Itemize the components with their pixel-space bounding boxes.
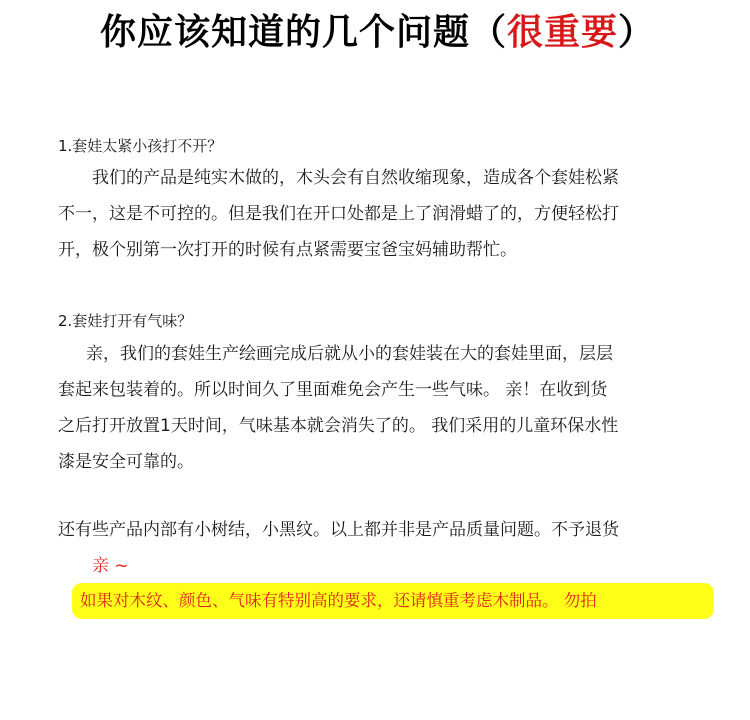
faq-answer-2-line-1: 亲，我们的套娃生产绘画完成后就从小的套娃装在大的套娃里面，层层 xyxy=(86,344,613,364)
dear-greeting: 亲 ~ xyxy=(92,556,129,576)
faq-answer-1-line-3: 开，极个别第一次打开的时候有点紧需要宝爸宝妈辅助帮忙。 xyxy=(58,240,517,260)
faq-answer-2-line-2: 套起来包装着的。所以时间久了里面难免会产生一些气味。 亲！在收到货 xyxy=(58,380,608,400)
faq-answer-1-line-2: 不一，这是不可控的。但是我们在开口处都是上了润滑蜡了的，方便轻松打 xyxy=(58,204,619,224)
faq-question-2: 2.套娃打开有气味？ xyxy=(58,312,193,330)
title-close: ） xyxy=(618,12,656,53)
quality-note: 还有些产品内部有小树结，小黑纹。以上都并非是产品质量问题。不予退货 xyxy=(58,520,619,540)
faq-question-1: 1.套娃太紧小孩打不开？ xyxy=(58,137,223,155)
faq-answer-2-line-3: 之后打开放置1天时间，气味基本就会消失了的。 我们采用的儿童环保水性 xyxy=(58,416,619,436)
faq-answer-1 xyxy=(58,160,720,268)
faq-answer-1-line-1: 我们的产品是纯实木做的，木头会有自然收缩现象，造成各个套娃松紧 xyxy=(92,168,619,188)
title-emphasis: 很重要 xyxy=(507,12,619,53)
faq-answer-2 xyxy=(58,336,720,480)
title-main: 你应该知道的几个问题（ xyxy=(100,12,508,53)
faq-answer-2-line-4: 漆是安全可靠的。 xyxy=(58,452,194,472)
warning-banner xyxy=(72,583,714,619)
warning-text: 如果对木纹、颜色、气味有特别高的要求，还请慎重考虑木制品。 勿拍 xyxy=(80,591,597,610)
page-title xyxy=(100,8,700,58)
